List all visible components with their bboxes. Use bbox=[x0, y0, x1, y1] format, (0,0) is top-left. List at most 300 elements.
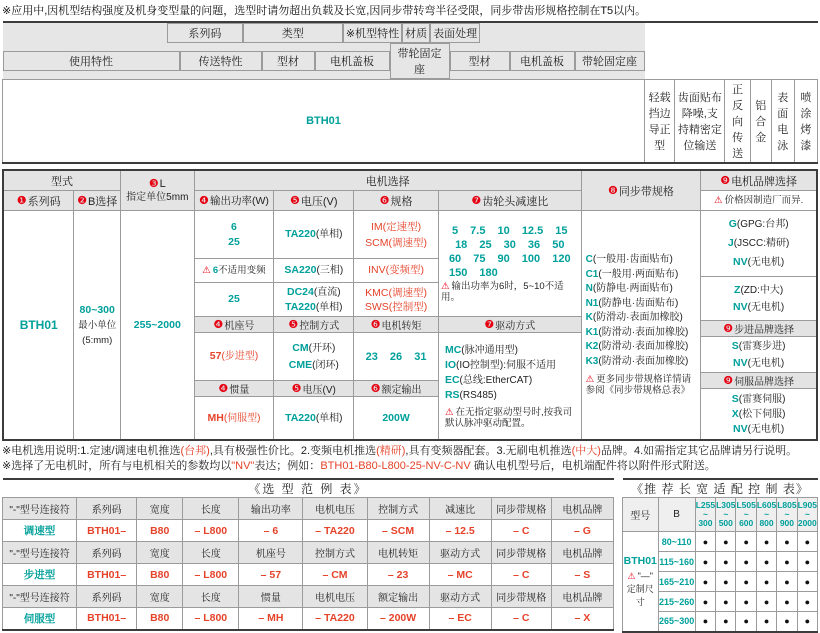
voltage-sa220: SA220 bbox=[284, 264, 317, 276]
brand-x-servo-desc: (松下伺服) bbox=[738, 408, 786, 420]
fit-dot: ● bbox=[736, 572, 756, 592]
cell: – L800 bbox=[183, 564, 239, 586]
cell: – MH bbox=[239, 608, 303, 630]
hdr-power: 输出功率 bbox=[239, 498, 303, 520]
fit-table bbox=[622, 478, 818, 633]
control-cm-desc: (开环) bbox=[308, 342, 336, 354]
header-inertia-label: 惯量 bbox=[229, 385, 250, 396]
surface-cover-value: 喷涂烤漆 bbox=[794, 80, 817, 164]
b-min-unit-mm: (5:mm) bbox=[82, 334, 113, 346]
use-feature-value: 齿面贴布降噪,支持精密定位输送 bbox=[675, 80, 725, 164]
type-value: 轻载挡边导正型 bbox=[645, 80, 675, 164]
header-profile: 型材 bbox=[262, 51, 315, 71]
material-value: 铝合金 bbox=[750, 80, 771, 164]
brand-z-desc: (ZD:中大) bbox=[740, 284, 784, 296]
badge-9b-icon: ❾ bbox=[723, 323, 734, 335]
fit-dot: ● bbox=[756, 612, 776, 632]
frame-57: 57 bbox=[209, 350, 222, 362]
voltage-dc24-desc: (直流) bbox=[313, 286, 341, 298]
power-warn-code: ⚠ 6 bbox=[212, 265, 219, 276]
cell: BTH01– bbox=[77, 520, 137, 542]
cell: – G bbox=[551, 520, 613, 542]
cell: – 200W bbox=[367, 608, 429, 630]
transfer-value: 正反向传送 bbox=[725, 80, 751, 164]
header-motor-torque bbox=[354, 317, 438, 333]
spec-ac-values bbox=[354, 211, 438, 259]
fit-dot: ● bbox=[797, 572, 817, 592]
voltage-dc24: DC24 bbox=[287, 285, 314, 298]
badge-5b-icon: ❺ bbox=[288, 319, 299, 331]
badge-4b-icon: ❹ bbox=[213, 319, 224, 331]
hdr-control: 控制方式 bbox=[303, 542, 367, 564]
drive-ec-desc: (总线:EtherCAT) bbox=[459, 374, 533, 386]
belt-c-desc: (一般用·齿面贴布) bbox=[592, 254, 673, 265]
fit-hdr-l4: L605 ~ 800 bbox=[756, 498, 776, 532]
cell: – CM bbox=[303, 564, 367, 586]
badge-5c-icon: ❺ bbox=[291, 383, 302, 395]
badge-7-icon: ❼ bbox=[471, 195, 482, 207]
fit-dot: ● bbox=[716, 552, 736, 572]
hdr-length: 长度 bbox=[183, 542, 239, 564]
hdr-connector: "-"型号连接符 bbox=[3, 586, 77, 608]
fit-hdr-l3: L505 ~ 600 bbox=[736, 498, 756, 532]
header-gear-ratio-label: 齿轮头减速比 bbox=[482, 195, 549, 208]
brand-nv-2: NV bbox=[732, 300, 748, 313]
spec-dc-values bbox=[354, 283, 438, 317]
power-warn-text: 不适用变频 bbox=[218, 265, 266, 276]
motor-torque-values bbox=[354, 333, 438, 381]
belt-spec-cell bbox=[582, 211, 701, 439]
voltage-ta220-desc: (单相) bbox=[315, 229, 343, 240]
fit-dot: ● bbox=[716, 592, 736, 612]
ratio-line-4: 150 180 bbox=[448, 266, 498, 279]
spec-header-row2 bbox=[3, 43, 645, 79]
header-material: 材质 bbox=[402, 23, 430, 43]
header-transfer: 传送特性 bbox=[180, 51, 262, 71]
ratio-warning-text: 输出功率为6时，5~10不适用。 bbox=[440, 280, 564, 303]
cell: – X bbox=[551, 608, 613, 630]
voltage-single-phase bbox=[274, 211, 353, 259]
fit-b-range: 165~210 bbox=[658, 572, 695, 592]
brand-group-dc bbox=[701, 277, 816, 321]
cell: BTH01– bbox=[77, 608, 137, 630]
fit-dot: ● bbox=[797, 592, 817, 612]
fit-dot: ● bbox=[777, 552, 797, 572]
spec-inv bbox=[354, 259, 438, 283]
control-mode-values bbox=[274, 333, 353, 381]
header-spec-label: 规格 bbox=[390, 195, 413, 208]
spec-table bbox=[2, 21, 818, 164]
fit-dot: ● bbox=[756, 552, 776, 572]
group-model bbox=[4, 171, 121, 439]
inertia-mh: MH bbox=[207, 411, 224, 424]
header-profile-2: 型材 bbox=[450, 51, 510, 71]
header-output-power bbox=[195, 191, 274, 211]
belt-k-desc: (防滑动·表面加橡胶) bbox=[592, 312, 683, 323]
hdr-torque: 电机转矩 bbox=[367, 542, 429, 564]
fit-dot: ● bbox=[756, 572, 776, 592]
header-length bbox=[121, 171, 194, 211]
hdr-drive: 驱动方式 bbox=[429, 586, 491, 608]
header-motor-torque-label: 电机转矩 bbox=[381, 321, 422, 332]
belt-k3: K3 bbox=[585, 355, 599, 367]
hdr-belt: 同步带规格 bbox=[491, 498, 551, 520]
badge-1-icon: ❶ bbox=[16, 195, 27, 207]
ratio-line-2: 18 25 30 36 50 bbox=[455, 238, 565, 251]
hdr-inertia: 惯量 bbox=[239, 586, 303, 608]
header-motor-brand bbox=[701, 171, 816, 191]
cell: – MC bbox=[429, 564, 491, 586]
header-motor-select: 电机选择 bbox=[195, 171, 581, 191]
power-dc-25: 25 bbox=[228, 293, 240, 305]
header-drive-mode bbox=[439, 317, 581, 333]
row-label-servo: 伺服型 bbox=[3, 608, 77, 630]
hdr-brand: 电机品牌 bbox=[551, 586, 613, 608]
cell: – C bbox=[491, 520, 551, 542]
brand-group-servo bbox=[701, 389, 816, 439]
fit-b-range: 215~260 bbox=[658, 592, 695, 612]
header-output-power-label: 输出功率(W) bbox=[209, 195, 269, 207]
header-inertia bbox=[195, 381, 274, 397]
length-range-value: 255~2000 bbox=[133, 318, 181, 331]
control-cme: CME bbox=[288, 358, 313, 371]
drive-io-desc: (IO控制型):伺服不适用 bbox=[456, 359, 557, 371]
fit-dot: ● bbox=[736, 552, 756, 572]
hdr-series: 系列码 bbox=[77, 586, 137, 608]
example-table-title: 《选 型 范 例 表》 bbox=[3, 479, 614, 498]
header-belt-spec-label: 同步带规格 bbox=[618, 185, 674, 198]
frame-57-desc: (步进型) bbox=[221, 351, 259, 362]
hdr-width: 宽度 bbox=[137, 586, 183, 608]
hdr-brand: 电机品牌 bbox=[551, 542, 613, 564]
hdr-connector: "-"型号连接符 bbox=[3, 542, 77, 564]
fit-table-title: 《推 荐 长 宽 适 配 控 制 表》 bbox=[623, 479, 818, 498]
brand-price-warning bbox=[701, 191, 816, 211]
hdr-series: 系列码 bbox=[77, 498, 137, 520]
drive-rs: RS bbox=[444, 388, 460, 401]
cell: – TA220 bbox=[303, 520, 367, 542]
fit-model-code: BTH01 bbox=[623, 554, 657, 567]
header-cover-2: 电机盖板 bbox=[510, 51, 575, 71]
cell: – 23 bbox=[367, 564, 429, 586]
fit-dot: ● bbox=[777, 572, 797, 592]
hdr-length: 长度 bbox=[183, 586, 239, 608]
belt-c: C bbox=[585, 254, 593, 265]
fit-dot: ● bbox=[736, 612, 756, 632]
belt-warning bbox=[586, 373, 701, 397]
badge-6-icon: ❻ bbox=[379, 195, 390, 207]
brand-g-desc: (GPG:台邦) bbox=[736, 219, 789, 230]
fit-dot: ● bbox=[756, 532, 776, 552]
belt-n1-desc: (防静电·齿面贴布) bbox=[598, 297, 679, 309]
brand-s-servo: S bbox=[731, 392, 739, 405]
cell: – C bbox=[491, 608, 551, 630]
example-row-speed-control bbox=[3, 520, 614, 542]
belt-k: K bbox=[585, 312, 593, 323]
hdr-rated: 额定输出 bbox=[367, 586, 429, 608]
fit-custom-warning: ⚠ "—" bbox=[623, 571, 658, 582]
servo-voltage-value bbox=[274, 397, 353, 439]
inertia-mh-desc: (伺服型) bbox=[223, 412, 261, 424]
col-spec bbox=[354, 191, 439, 439]
fit-model-cell bbox=[623, 532, 659, 632]
fit-hdr-b: B bbox=[658, 498, 695, 532]
power-25: 25 bbox=[228, 235, 240, 248]
fit-dot: ● bbox=[716, 532, 736, 552]
badge-3-icon: ❸ bbox=[148, 177, 159, 190]
ratio-warning bbox=[439, 280, 581, 304]
badge-9c-icon: ❾ bbox=[723, 375, 734, 387]
header-frame-size bbox=[195, 317, 274, 333]
note-line-1: ※电机选用说明:1.定速/调速电机推选(台邦),具有极强性价比。2.变频电机推选(精研),具有变频器配套。3.无刷电机推选(中大)品牌。4.如需指定其它品牌请另行说明。 bbox=[2, 445, 798, 457]
spec-kmc: KMC(调速型) bbox=[365, 286, 427, 299]
fit-b-range: 115~160 bbox=[658, 552, 695, 572]
header-stepper-brand bbox=[701, 321, 816, 337]
cell: B80 bbox=[137, 564, 183, 586]
fit-hdr-model: 型号 bbox=[623, 498, 659, 532]
header-seat: 带轮固定座 bbox=[390, 43, 450, 79]
top-note: ※应用中,因机型结构强度及机身变型量的问题，选型时请勿超出负载及长宽,因同步带转弯半径受限，同步带齿形规格控制在T5以内。 bbox=[2, 5, 647, 17]
badge-7b-icon: ❼ bbox=[484, 319, 495, 331]
fit-row-1 bbox=[623, 532, 818, 552]
power-dc-value bbox=[195, 283, 274, 317]
fit-dot: ● bbox=[777, 532, 797, 552]
hdr-voltage: 电机电压 bbox=[303, 586, 367, 608]
power-warning bbox=[195, 259, 274, 283]
hdr-connector: "-"型号连接符 bbox=[3, 498, 77, 520]
col-b-select bbox=[74, 191, 120, 439]
cell: – SCM bbox=[367, 520, 429, 542]
row-label-stepper: 步进型 bbox=[3, 564, 77, 586]
brand-nv-4: NV bbox=[732, 422, 748, 435]
drive-mode-cell bbox=[439, 333, 581, 439]
belt-k1-desc: (防滑动·表面加橡胶) bbox=[598, 326, 689, 338]
b-range bbox=[74, 211, 120, 439]
fit-dot: ● bbox=[777, 612, 797, 632]
hdr-control: 控制方式 bbox=[367, 498, 429, 520]
badge-6b-icon: ❻ bbox=[370, 319, 381, 331]
fit-dot: ● bbox=[695, 552, 715, 572]
hdr-length: 长度 bbox=[183, 498, 239, 520]
belt-k1: K1 bbox=[585, 326, 599, 338]
surface-profile-value: 表面电泳 bbox=[771, 80, 794, 164]
fit-dot: ● bbox=[736, 532, 756, 552]
brand-s-servo-desc: (雷赛伺服) bbox=[738, 393, 786, 405]
header-voltage-label: 电压(V) bbox=[300, 195, 338, 208]
fit-b-range: 265~300 bbox=[658, 612, 695, 632]
hdr-drive: 驱动方式 bbox=[429, 542, 491, 564]
voltage-three-phase bbox=[274, 259, 353, 283]
hdr-width: 宽度 bbox=[137, 498, 183, 520]
rated-output-value bbox=[354, 397, 438, 439]
example-header-row-2 bbox=[3, 542, 614, 564]
fit-dot: ● bbox=[736, 592, 756, 612]
example-table bbox=[2, 478, 614, 631]
belt-k2: K2 bbox=[585, 341, 599, 352]
control-cm: CM bbox=[292, 341, 309, 354]
header-use: 使用特性 bbox=[3, 51, 180, 71]
badge-9-icon: ❾ bbox=[720, 175, 731, 187]
hdr-voltage: 电机电压 bbox=[303, 498, 367, 520]
fit-dot: ● bbox=[695, 532, 715, 552]
hdr-series: 系列码 bbox=[77, 542, 137, 564]
gear-ratio-cell bbox=[439, 211, 581, 317]
example-row-stepper bbox=[3, 564, 614, 586]
voltage-ta220-2: TA220 bbox=[285, 300, 316, 313]
cell: – 12.5 bbox=[429, 520, 491, 542]
drive-rs-desc: (RS485) bbox=[459, 389, 497, 401]
motor-selection-notes bbox=[2, 444, 818, 474]
col-length bbox=[121, 171, 195, 439]
header-rated-output-label: 额定输出 bbox=[381, 385, 422, 396]
col-ratio-drive bbox=[439, 191, 581, 439]
brand-nv-1: NV bbox=[732, 256, 748, 268]
brand-j-desc: (JSCC:精研) bbox=[733, 238, 790, 249]
cell: BTH01– bbox=[77, 564, 137, 586]
example-row-servo bbox=[3, 608, 614, 630]
header-series: 系列码 bbox=[167, 23, 243, 43]
hdr-width: 宽度 bbox=[137, 542, 183, 564]
torque-values: 23 26 31 bbox=[365, 350, 427, 363]
brand-nv-4-desc: (无电机) bbox=[747, 423, 785, 435]
cell: – TA220 bbox=[303, 608, 367, 630]
series-code-value: BTH01 bbox=[19, 317, 58, 332]
col-output-power bbox=[195, 191, 275, 439]
control-cme-desc: (闭环) bbox=[312, 359, 339, 371]
fit-dot: ● bbox=[716, 612, 736, 632]
belt-k2-desc: (防滑动·表面加橡胶) bbox=[598, 341, 689, 352]
belt-n-desc: (防静电·两面贴布) bbox=[592, 283, 673, 294]
brand-nv-2-desc: (无电机) bbox=[747, 301, 785, 313]
badge-4-icon: ❹ bbox=[199, 195, 209, 207]
cell: – 57 bbox=[239, 564, 303, 586]
spec-im: IM(定速型) bbox=[370, 220, 422, 233]
header-control-mode bbox=[274, 317, 353, 333]
hdr-frame: 机座号 bbox=[239, 542, 303, 564]
brand-group-stepper bbox=[701, 337, 816, 373]
header-length-label: L bbox=[159, 177, 166, 190]
brand-z: Z bbox=[734, 283, 741, 296]
drive-warning bbox=[445, 406, 581, 430]
belt-c1: C1 bbox=[585, 268, 599, 280]
fit-hdr-l1: L255 ~ 300 bbox=[695, 498, 715, 532]
belt-n: N bbox=[585, 283, 593, 294]
fit-hdr-l2: L305 ~ 500 bbox=[716, 498, 736, 532]
badge-2-icon: ❷ bbox=[77, 195, 87, 207]
header-servo-brand-label: 伺服品牌选择 bbox=[734, 377, 795, 388]
fit-dot: ● bbox=[797, 532, 817, 552]
spec-scm: SCM(调速型) bbox=[365, 236, 427, 249]
spec-sws: SWS(控制型) bbox=[364, 300, 428, 313]
cell: – EC bbox=[429, 608, 491, 630]
b-range-value: 80~300 bbox=[79, 303, 115, 316]
header-feature: ※机型特性 bbox=[343, 23, 402, 43]
fit-dot: ● bbox=[756, 592, 776, 612]
col-belt-spec bbox=[582, 171, 702, 439]
group-motor-select bbox=[195, 171, 582, 439]
col-series bbox=[4, 191, 74, 439]
inertia-value bbox=[195, 397, 274, 439]
header-control-mode-label: 控制方式 bbox=[299, 321, 340, 332]
belt-k3-desc: (防滑动·表面加橡胶) bbox=[598, 355, 689, 367]
brand-price-warning-text: ⚠ 价格因制造厂而异. bbox=[724, 195, 804, 206]
frame-size-value bbox=[195, 333, 274, 381]
series-code: BTH01 bbox=[3, 80, 645, 164]
brand-j: J bbox=[727, 237, 734, 249]
drive-warning-text: 在无指定驱动型号时,按我司默认脉冲驱动配置。 bbox=[444, 406, 573, 429]
header-servo-voltage-label: 电压(V) bbox=[302, 385, 336, 396]
header-spec bbox=[354, 191, 438, 211]
note-line-2: ※选择了无电机时，所有与电机相关的参数均以"NV"表达；例如：BTH01-B80-L800-25-NV-C-NV 确认电机型号后，电机端配件将以附件形式附送。 bbox=[2, 460, 716, 472]
b-min-unit: 最小单位 bbox=[78, 319, 117, 331]
belt-n1: N1 bbox=[585, 297, 599, 309]
fit-dot: ● bbox=[777, 592, 797, 612]
header-series-code bbox=[4, 191, 73, 211]
col-voltage bbox=[274, 191, 354, 439]
brand-s-step: S bbox=[731, 339, 739, 352]
power-ac-values bbox=[195, 211, 274, 259]
header-surface: 表面处理 bbox=[430, 23, 480, 43]
spec-data-row bbox=[3, 80, 818, 164]
brand-s-step-desc: (雷赛步进) bbox=[738, 340, 786, 352]
fit-dot: ● bbox=[695, 592, 715, 612]
power-6: 6 bbox=[231, 220, 237, 233]
rated-200w: 200W bbox=[382, 411, 410, 424]
series-value bbox=[4, 211, 73, 439]
brand-group-ac bbox=[701, 211, 816, 277]
header-type: 类型 bbox=[243, 23, 343, 43]
servo-ta220: TA220 bbox=[285, 411, 316, 424]
header-rated-output bbox=[354, 381, 438, 397]
header-belt-spec bbox=[582, 171, 701, 211]
fit-custom-text: 定制尺寸 bbox=[626, 583, 654, 607]
fit-dot: ● bbox=[797, 552, 817, 572]
badge-5-icon: ❺ bbox=[290, 195, 300, 207]
cell: B80 bbox=[137, 608, 183, 630]
header-motor-brand-label: 电机品牌选择 bbox=[731, 175, 798, 188]
voltage-dc bbox=[274, 283, 353, 317]
spec-inv-value: INV(变频型) bbox=[368, 264, 425, 276]
row-label-speed: 调速型 bbox=[3, 520, 77, 542]
hdr-belt: 同步带规格 bbox=[491, 586, 551, 608]
example-header-row-1 bbox=[3, 498, 614, 520]
header-gear-ratio bbox=[439, 191, 581, 211]
header-stepper-brand-label: 步进品牌选择 bbox=[734, 325, 795, 336]
fit-header-row bbox=[623, 498, 818, 532]
ratio-line-1: 5 7.5 10 12.5 15 bbox=[452, 224, 568, 237]
brand-nv-3: NV bbox=[732, 356, 748, 369]
brand-g: G bbox=[728, 218, 737, 230]
header-frame-size-label: 机座号 bbox=[224, 321, 255, 332]
brand-nv-3-desc: (无电机) bbox=[747, 357, 785, 369]
header-voltage bbox=[274, 191, 353, 211]
fit-b-range: 80~110 bbox=[658, 532, 695, 552]
badge-4c-icon: ❹ bbox=[218, 383, 229, 395]
ratio-line-3: 60 75 90 100 120 bbox=[448, 252, 571, 265]
hdr-brand: 电机品牌 bbox=[551, 498, 613, 520]
fit-hdr-l5: L805 ~ 900 bbox=[777, 498, 797, 532]
fit-hdr-l6: L905 ~ 2000 bbox=[797, 498, 817, 532]
belt-warning-text: 更多同步带规格详情请参阅《同步带规格总表》 bbox=[585, 374, 692, 396]
fit-dot: ● bbox=[716, 572, 736, 592]
example-header-row-3 bbox=[3, 586, 614, 608]
cell: – 6 bbox=[239, 520, 303, 542]
cell: – L800 bbox=[183, 608, 239, 630]
hdr-ratio: 减速比 bbox=[429, 498, 491, 520]
fit-dot: ● bbox=[695, 612, 715, 632]
drive-io: IO bbox=[444, 358, 457, 371]
cell: – C bbox=[491, 564, 551, 586]
